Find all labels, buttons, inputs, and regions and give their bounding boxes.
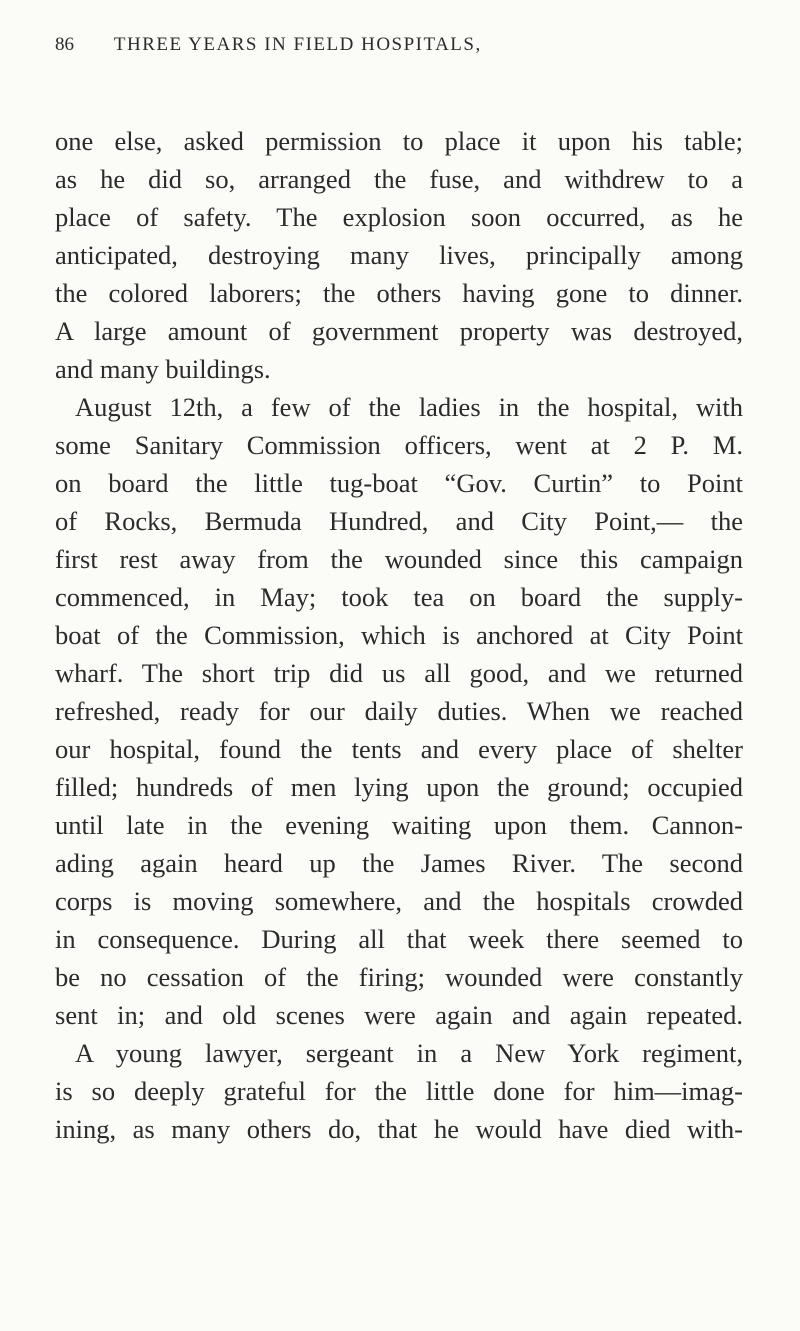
text-line: A large amount of government property was destroyed,: [55, 316, 743, 346]
text-line: boat of the Commission, which is anchored at City Point: [55, 620, 743, 650]
text-line: refreshed, ready for our daily duties. When we reached: [55, 696, 743, 726]
text-line: wharf. The short trip did us all good, and we returned: [55, 658, 743, 688]
running-title: THREE YEARS IN FIELD HOSPITALS,: [113, 34, 482, 55]
text-line: until late in the evening waiting upon them. Cannon-: [55, 810, 743, 840]
text-line: some Sanitary Commission officers, went at 2 P. M.: [55, 430, 743, 460]
text-line: commenced, in May; took tea on board the supply-: [55, 582, 743, 612]
page-number: 86: [55, 34, 74, 55]
text-line: in consequence. During all that week there seemed to: [55, 924, 743, 954]
text-line: sent in; and old scenes were again and again repeated.: [55, 1000, 743, 1030]
text-line: first rest away from the wounded since this campaign: [55, 544, 743, 574]
text-line: anticipated, destroying many lives, principally among: [55, 240, 743, 270]
text-line: filled; hundreds of men lying upon the ground; occupied: [55, 772, 743, 802]
text-line: the colored laborers; the others having gone to dinner.: [55, 278, 743, 308]
text-line: corps is moving somewhere, and the hospitals crowded: [55, 886, 743, 916]
text-line: as he did so, arranged the fuse, and withdrew to a: [55, 164, 743, 194]
text-line: of Rocks, Bermuda Hundred, and City Point,— the: [55, 506, 743, 536]
text-line: our hospital, found the tents and every place of shelter: [55, 734, 743, 764]
text-line: one else, asked permission to place it upon his table;: [55, 126, 743, 156]
running-header: [55, 34, 655, 56]
text-line: August 12th, a few of the ladies in the hospital, with: [75, 392, 743, 422]
text-line: be no cessation of the firing; wounded were constantly: [55, 962, 743, 992]
text-line: A young lawyer, sergeant in a New York regiment,: [75, 1038, 743, 1068]
text-line: place of safety. The explosion soon occurred, as he: [55, 202, 743, 232]
text-line: ining, as many others do, that he would have died with-: [55, 1114, 743, 1144]
text-line: ading again heard up the James River. The second: [55, 848, 743, 878]
text-line: and many buildings.: [55, 354, 271, 384]
text-line: on board the little tug-boat “Gov. Curtin” to Point: [55, 468, 743, 498]
text-line: is so deeply grateful for the little done for him—imag-: [55, 1076, 743, 1106]
